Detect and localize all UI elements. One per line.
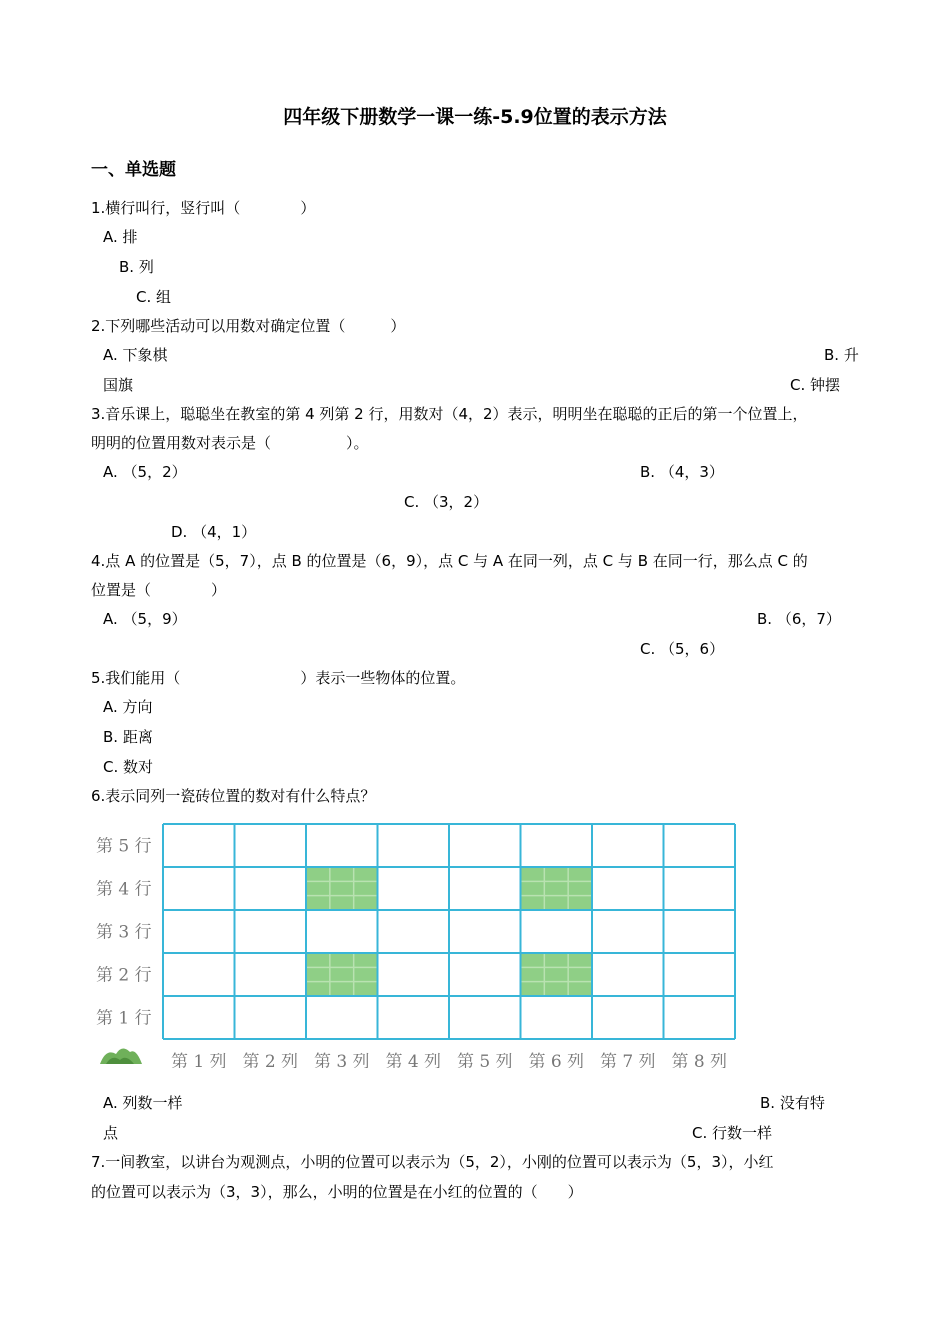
- grass-decoration-icon: [100, 1048, 142, 1064]
- question-4-option-c[interactable]: C. （5，6）: [640, 640, 725, 658]
- question-3-option-a[interactable]: A. （5，2）: [103, 463, 187, 481]
- row-label: 第 2 行: [96, 965, 152, 986]
- question-6-option-b-wrap[interactable]: 点: [103, 1124, 119, 1142]
- question-3-option-b[interactable]: B. （4，3）: [640, 463, 724, 481]
- green-tile: [521, 953, 593, 996]
- question-7-stem-line1: 7.一间教室，以讲台为观测点，小明的位置可以表示为（5，2），小刚的位置可以表示为（5，3），小红: [91, 1153, 774, 1171]
- row-label: 第 5 行: [96, 836, 152, 857]
- question-5-stem: 5.我们能用（ ）表示一些物体的位置。: [91, 669, 466, 687]
- question-1-option-b[interactable]: B. 列: [119, 258, 154, 276]
- row-label: 第 4 行: [96, 879, 152, 900]
- section-heading: 一、单选题: [91, 160, 176, 180]
- column-label: 第 6 列: [528, 1052, 585, 1068]
- question-3-stem-line1: 3.音乐课上，聪聪坐在教室的第 4 列第 2 行，用数对（4，2）表示，明明坐在聪聪的正后的第一个位置上，: [91, 405, 808, 423]
- tile-grid-figure: [92, 822, 740, 1068]
- row-label: 第 1 行: [96, 1008, 152, 1029]
- question-2-stem: 2.下列哪些活动可以用数对确定位置（ ）: [91, 317, 406, 335]
- question-1-option-a[interactable]: A. 排: [103, 228, 138, 246]
- question-5-option-b[interactable]: B. 距离: [103, 728, 153, 746]
- question-7-stem-line2: 的位置可以表示为（3，3），那么，小明的位置是在小红的位置的（ ）: [91, 1183, 583, 1201]
- question-5-option-a[interactable]: A. 方向: [103, 698, 153, 716]
- green-tile: [306, 953, 378, 996]
- column-label: 第 8 列: [671, 1052, 728, 1068]
- document-title: 四年级下册数学一课一练-5.9位置的表示方法: [283, 106, 667, 128]
- question-4-stem-line2: 位置是（ ）: [91, 581, 227, 599]
- question-3-option-c[interactable]: C. （3，2）: [404, 493, 489, 511]
- question-1-stem: 1.横行叫行，竖行叫（ ）: [91, 199, 316, 217]
- question-2-option-b-wrap[interactable]: 国旗: [103, 376, 134, 394]
- question-3-option-d[interactable]: D. （4，1）: [171, 523, 257, 541]
- green-tile: [521, 867, 593, 910]
- question-6-option-c[interactable]: C. 行数一样: [692, 1124, 773, 1142]
- question-5-option-c[interactable]: C. 数对: [103, 758, 154, 776]
- column-label: 第 3 列: [313, 1052, 370, 1068]
- column-label: 第 5 列: [456, 1052, 513, 1068]
- green-tile: [306, 867, 378, 910]
- column-label: 第 4 列: [385, 1052, 442, 1068]
- question-6-option-b[interactable]: B. 没有特: [760, 1094, 825, 1112]
- column-label: 第 1 列: [170, 1052, 227, 1068]
- question-6-stem: 6.表示同列一瓷砖位置的数对有什么特点？: [91, 787, 376, 805]
- question-6-option-a[interactable]: A. 列数一样: [103, 1094, 183, 1112]
- question-2-option-a[interactable]: A. 下象棋: [103, 346, 168, 364]
- question-4-option-b[interactable]: B. （6，7）: [757, 610, 841, 628]
- row-label: 第 3 行: [96, 922, 152, 943]
- column-label: 第 2 列: [242, 1052, 299, 1068]
- question-4-stem-line1: 4.点 A 的位置是（5，7），点 B 的位置是（6，9），点 C 与 A 在同一列，点 C 与 B 在同一行，那么点 C 的: [91, 552, 808, 570]
- column-label: 第 7 列: [599, 1052, 656, 1068]
- question-2-option-c[interactable]: C. 钟摆: [790, 376, 841, 394]
- question-4-option-a[interactable]: A. （5，9）: [103, 610, 187, 628]
- question-3-stem-line2: 明明的位置用数对表示是（ ）。: [91, 434, 369, 452]
- question-1-option-c[interactable]: C. 组: [136, 288, 172, 306]
- question-2-option-b[interactable]: B. 升: [824, 346, 859, 364]
